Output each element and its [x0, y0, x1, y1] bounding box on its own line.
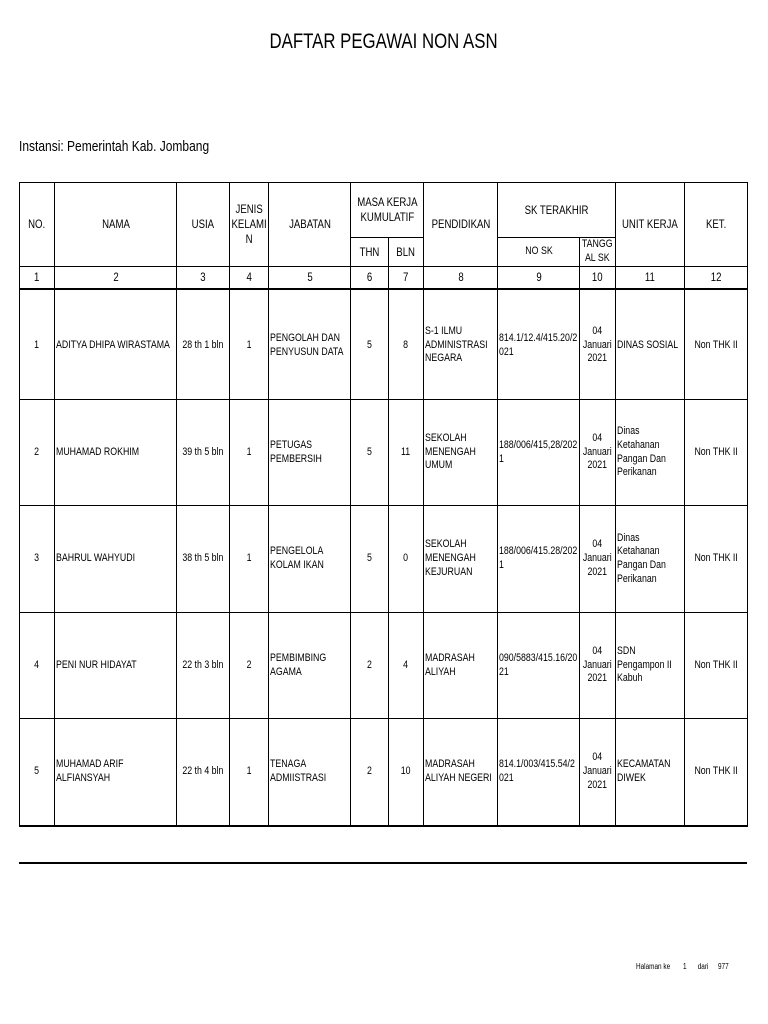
footer-text — [636, 962, 729, 971]
table-cell-ket-text: Non THK II — [694, 445, 738, 458]
table-cell-bln-text: 8 — [403, 338, 409, 351]
table-cell-nama-text: MUHAMAD ROKHIM — [56, 445, 140, 458]
table-cell-no-text: 4 — [34, 658, 40, 671]
table-cell-thn — [351, 292, 388, 399]
column-number-text: 6 — [366, 270, 373, 284]
table-cell-jabatan-text: PEMBIMBING AGAMA — [270, 651, 327, 678]
header-tanggal-sk-text: TANGGAL SK — [582, 238, 613, 264]
header-pendidikan-text: PENDIDIKAN — [431, 217, 490, 231]
divider-line — [19, 862, 747, 864]
table-cell-no-sk — [498, 292, 580, 399]
table-cell-tanggal-sk-text: 04 Januari 2021 — [583, 324, 612, 365]
table-cell-no-sk-text: 814.1/003/415.54/2021 — [499, 758, 575, 784]
column-number — [580, 267, 615, 288]
table-cell-ket — [685, 613, 747, 718]
table-cell-usia-text: 39 th 5 bln — [182, 445, 224, 458]
instansi-label: Instansi: — [19, 138, 64, 155]
header-ket-text: KET. — [705, 217, 727, 231]
column-number — [269, 267, 350, 288]
table-cell-no — [20, 613, 54, 718]
column-number-text: 2 — [112, 270, 119, 284]
header-unit-kerja-text: UNIT KERJA — [622, 217, 678, 231]
table-cell-jabatan — [269, 719, 351, 825]
table-cell-no-sk — [498, 613, 580, 718]
table-cell-jabatan-text: PENGELOLA KOLAM IKAN — [270, 545, 324, 571]
table-cell-nama-text: PENI NUR HIDAYAT — [56, 658, 137, 671]
table-gridline — [747, 182, 748, 825]
header-bln-text: BLN — [396, 244, 416, 259]
table-cell-thn — [351, 506, 388, 612]
table-cell-ket-text: Non THK II — [694, 658, 738, 671]
page-footer — [636, 962, 752, 971]
table-cell-nama-text: BAHRUL WAHYUDI — [56, 552, 136, 565]
table-cell-jk-text: 2 — [246, 658, 252, 671]
table-cell-usia-text: 22 th 4 bln — [182, 765, 224, 778]
table-cell-bln — [389, 400, 423, 505]
column-number — [20, 267, 54, 288]
table-cell-jk-text: 1 — [246, 445, 252, 458]
table-cell-no — [20, 292, 54, 399]
instansi-text — [19, 138, 209, 155]
header-nama-text: NAMA — [101, 217, 130, 231]
table-cell-unit-kerja-text: Dinas Ketahanan Pangan Dan Perikanan — [617, 531, 666, 585]
table-cell-jabatan — [269, 292, 351, 399]
table-cell-no-sk — [498, 506, 580, 612]
table-cell-usia — [177, 400, 229, 505]
column-number — [389, 267, 423, 288]
table-cell-nama — [55, 506, 177, 612]
table-cell-thn — [351, 613, 388, 718]
table-cell-no-sk-text: 090/5883/415.16/2021 — [499, 651, 578, 678]
table-cell-pendidikan-text: SEKOLAH MENENGAH KEJURUAN — [425, 538, 476, 578]
table-cell-bln-text: 4 — [403, 658, 409, 671]
table-cell-jabatan-text: PENGOLAH DAN PENYUSUN DATA — [270, 331, 344, 358]
table-cell-pendidikan — [424, 400, 498, 505]
table-cell-jk-text: 1 — [246, 765, 252, 778]
table-cell-jk-text: 1 — [246, 552, 252, 565]
header-jenis-kelamin-text: JENIS KELAMIN — [231, 202, 267, 246]
header-unit-kerja — [616, 183, 684, 266]
table-cell-unit-kerja — [616, 613, 685, 718]
table-cell-pendidikan — [424, 292, 498, 399]
table-cell-no-text: 1 — [34, 338, 40, 351]
table-cell-thn — [351, 719, 388, 825]
table-cell-ket-text: Non THK II — [694, 552, 738, 565]
employee-table — [19, 182, 747, 825]
column-number-text: 12 — [710, 270, 722, 284]
instansi-line — [19, 138, 257, 155]
header-tanggal-sk — [580, 238, 615, 266]
table-cell-jk — [230, 506, 268, 612]
table-cell-thn-text: 2 — [367, 658, 372, 671]
table-cell-usia-text: 38 th 5 bln — [182, 552, 224, 565]
table-cell-tanggal-sk-text: 04 Januari 2021 — [583, 538, 612, 578]
table-cell-usia — [177, 719, 229, 825]
table-cell-ket — [685, 292, 747, 399]
table-cell-thn-text: 5 — [367, 552, 372, 565]
table-cell-unit-kerja-text: Dinas Ketahanan Pangan Dan Perikanan — [617, 425, 666, 479]
header-ket — [685, 183, 747, 266]
table-cell-usia — [177, 506, 229, 612]
table-cell-no-sk — [498, 400, 580, 505]
column-number-text: 3 — [200, 270, 206, 284]
header-masa-kerja-text: MASA KERJA KUMULATIF — [356, 195, 418, 224]
page-number: 1 — [682, 962, 687, 971]
table-cell-pendidikan — [424, 506, 498, 612]
table-cell-no — [20, 719, 54, 825]
page-of-label: dari — [697, 962, 709, 971]
table-cell-nama-text: MUHAMAD ARIF ALFIANSYAH — [56, 758, 124, 784]
table-cell-usia — [177, 613, 229, 718]
table-cell-bln — [389, 719, 423, 825]
table-cell-tanggal-sk — [580, 400, 615, 505]
table-cell-pendidikan — [424, 613, 498, 718]
column-number — [230, 267, 268, 288]
table-cell-pendidikan-text: SEKOLAH MENENGAH UMUM — [425, 431, 476, 472]
header-jenis-kelamin — [230, 183, 268, 266]
table-cell-usia-text: 22 th 3 bln — [182, 658, 224, 671]
table-cell-unit-kerja — [616, 400, 685, 505]
header-usia — [177, 183, 229, 266]
table-cell-unit-kerja — [616, 719, 685, 825]
table-cell-jabatan — [269, 613, 351, 718]
table-cell-no — [20, 506, 54, 612]
table-cell-jabatan-text: PETUGAS PEMBERSIH — [270, 438, 322, 465]
header-jabatan-text: JABATAN — [288, 217, 331, 231]
table-cell-tanggal-sk-text: 04 Januari 2021 — [583, 431, 612, 472]
table-cell-tanggal-sk-text: 04 Januari 2021 — [583, 644, 612, 685]
table-cell-pendidikan-text: S-1 ILMU ADMINISTRASI NEGARA — [425, 324, 488, 365]
table-cell-bln — [389, 506, 423, 612]
column-number — [177, 267, 229, 288]
table-cell-no-sk-text: 188/006/415.28/2021 — [499, 545, 578, 571]
table-cell-pendidikan — [424, 719, 498, 825]
table-cell-nama — [55, 613, 177, 718]
header-nama — [55, 183, 176, 266]
header-sk-terakhir — [498, 183, 615, 237]
header-thn-text: THN — [359, 244, 380, 259]
table-cell-no-sk-text: 188/006/415,28/2021 — [499, 438, 578, 465]
table-cell-bln — [389, 292, 423, 399]
page-total: 977 — [717, 962, 729, 971]
table-cell-no-text: 3 — [34, 552, 40, 565]
table-cell-jk — [230, 292, 268, 399]
table-cell-bln-text: 11 — [401, 445, 411, 458]
table-cell-ket-text: Non THK II — [694, 338, 738, 351]
header-sk-terakhir-text: SK TERAKHIR — [524, 202, 589, 217]
header-no-text: NO. — [28, 217, 46, 231]
table-cell-ket — [685, 400, 747, 505]
table-cell-bln — [389, 613, 423, 718]
table-cell-nama-text: ADITYA DHIPA WIRASTAMA — [56, 338, 170, 351]
table-cell-ket — [685, 506, 747, 612]
header-no-sk — [498, 238, 579, 266]
table-cell-pendidikan-text: MADRASAH ALIYAH — [425, 651, 475, 678]
table-cell-jabatan-text: TENAGA ADMIISTRASI — [270, 758, 327, 784]
table-cell-tanggal-sk — [580, 719, 615, 825]
header-no — [20, 183, 54, 266]
table-cell-nama — [55, 719, 177, 825]
column-number-text: 11 — [645, 270, 655, 284]
column-number — [498, 267, 579, 288]
table-cell-no-sk-text: 814.1/12.4/415.20/2021 — [499, 331, 578, 358]
table-cell-pendidikan-text: MADRASAH ALIYAH NEGERI — [425, 758, 492, 784]
table-cell-jabatan — [269, 400, 351, 505]
table-cell-bln-text: 10 — [401, 765, 411, 778]
table-cell-nama — [55, 292, 177, 399]
table-cell-no-text: 2 — [34, 445, 40, 458]
table-cell-no — [20, 400, 54, 505]
table-cell-tanggal-sk — [580, 613, 615, 718]
table-cell-thn-text: 5 — [367, 445, 372, 458]
table-cell-thn — [351, 400, 388, 505]
table-cell-usia — [177, 292, 229, 399]
header-jabatan — [269, 183, 350, 266]
column-number — [55, 267, 176, 288]
instansi-value: Pemerintah Kab. Jombang — [67, 138, 210, 155]
page-label: Halaman ke — [636, 962, 671, 971]
column-number-text: 4 — [246, 270, 252, 284]
table-gridline — [19, 825, 748, 827]
table-cell-unit-kerja — [616, 506, 685, 612]
header-thn — [351, 238, 388, 266]
table-cell-jabatan — [269, 506, 351, 612]
column-number — [616, 267, 684, 288]
table-cell-ket — [685, 719, 747, 825]
header-masa-kerja — [351, 183, 423, 237]
table-cell-tanggal-sk — [580, 292, 615, 399]
table-cell-unit-kerja — [616, 292, 685, 399]
column-number — [685, 267, 747, 288]
table-cell-no-sk — [498, 719, 580, 825]
table-cell-bln-text: 0 — [403, 552, 409, 565]
header-no-sk-text: NO SK — [524, 245, 553, 258]
table-cell-usia-text: 28 th 1 bln — [182, 338, 224, 351]
column-number-text: 10 — [592, 270, 603, 284]
header-bln — [389, 238, 423, 266]
table-cell-jk-text: 1 — [246, 338, 252, 351]
table-cell-jk — [230, 719, 268, 825]
column-number-text: 5 — [306, 270, 313, 284]
column-number-text: 1 — [34, 270, 40, 284]
document-title-text: DAFTAR PEGAWAI NON ASN — [269, 30, 499, 53]
column-number — [351, 267, 388, 288]
table-cell-tanggal-sk — [580, 506, 615, 612]
table-cell-tanggal-sk-text: 04 Januari 2021 — [583, 751, 612, 791]
table-gridline — [19, 288, 748, 290]
table-cell-jk — [230, 400, 268, 505]
table-cell-no-text: 5 — [34, 765, 40, 778]
table-cell-unit-kerja-text: SDN Pengampon II Kabuh — [617, 644, 672, 685]
table-cell-thn-text: 2 — [367, 765, 372, 778]
table-cell-ket-text: Non THK II — [694, 765, 738, 778]
table-cell-jk — [230, 613, 268, 718]
table-cell-unit-kerja-text: DINAS SOSIAL — [617, 338, 679, 351]
table-cell-unit-kerja-text: KECAMATAN DIWEK — [617, 758, 671, 784]
header-pendidikan — [424, 183, 497, 266]
header-usia-text: USIA — [191, 217, 215, 231]
column-number — [424, 267, 497, 288]
column-number-text: 8 — [457, 270, 464, 284]
table-cell-nama — [55, 400, 177, 505]
document-title — [0, 30, 768, 54]
column-number-text: 7 — [403, 270, 409, 284]
table-cell-thn-text: 5 — [367, 338, 372, 351]
column-number-text: 9 — [535, 270, 542, 284]
